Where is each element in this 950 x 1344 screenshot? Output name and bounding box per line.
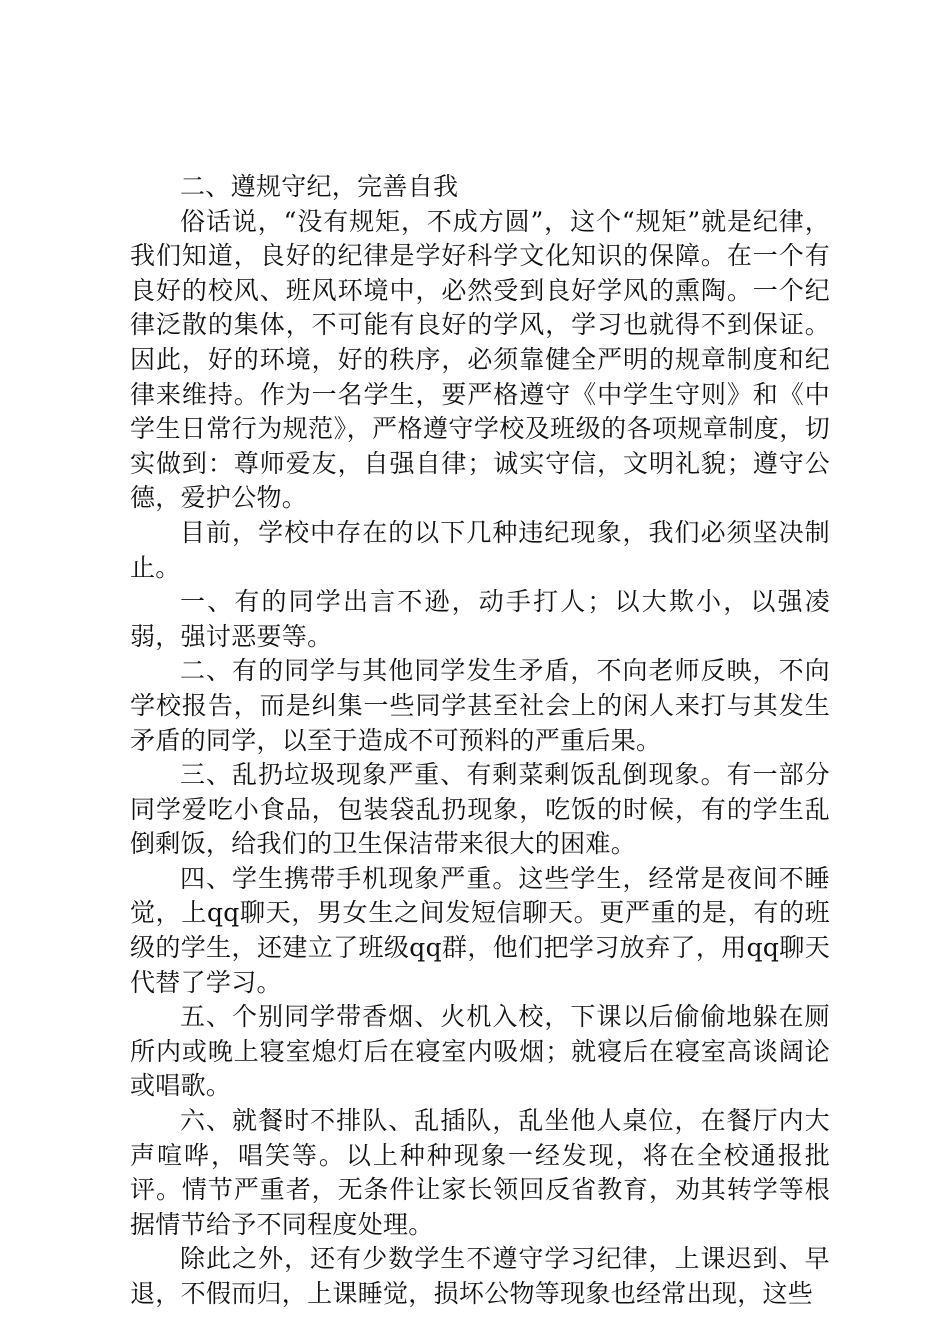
paragraph-item-1: 一、有的同学出言不逊，动手打人；以大欺小，以强凌弱，强讨恶要等。	[130, 587, 830, 651]
paragraph-additional: 除此之外，还有少数学生不遵守学习纪律，上课迟到、早退，不假而归，上课睡觉，损坏公物等现象也经常出现，这些	[130, 1244, 830, 1308]
document-page	[130, 170, 830, 1312]
paragraph-item-6: 六、就餐时不排队、乱插队，乱坐他人桌位，在餐厅内大声喧哗，唱笑等。以上种种现象一经发现，将在全校通报批评。情节严重者，无条件让家长领回反省教育，劝其转学等根据情节给予不同程度处理。	[130, 1106, 830, 1239]
paragraph-item-2: 二、有的同学与其他同学发生矛盾，不向老师反映，不向学校报告，而是纠集一些同学甚至社会上的闲人来打与其发生矛盾的同学，以至于造成不可预料的严重后果。	[130, 656, 830, 755]
paragraph-discipline-intro: 俗话说，“没有规矩，不成方圆”，这个“规矩”就是纪律，我们知道，良好的纪律是学好科学文化知识的保障。在一个有良好的校风、班风环境中，必然受到良好学风的熏陶。一个纪律泛散的集体，不可能有良好的学风，学习也就得不到保证。因此，好的环境，好的秩序，必须靠健全严明的规章制度和纪律来维持。作为一名学生，要严格遵守《中学生守则》和《中学生日常行为规范》，严格遵守学校及班级的各项规章制度，切实做到：尊师爱友，自强自律；诚实守信，文明礼貌；遵守公德，爱护公物。	[130, 206, 830, 513]
paragraph-item-4: 四、学生携带手机现象严重。这些学生，经常是夜间不睡觉，上qq聊天，男女生之间发短信聊天。更严重的是，有的班级的学生，还建立了班级qq群，他们把学习放弃了，用qq聊天代替了学习。	[130, 863, 830, 997]
paragraph-item-5: 五、个别同学带香烟、火机入校，下课以后偷偷地躲在厕所内或晚上寝室熄灯后在寝室内吸烟；就寝后在寝室高谈阔论或唱歌。	[130, 1002, 830, 1101]
paragraph-item-3: 三、乱扔垃圾现象严重、有剩菜剩饭乱倒现象。有一部分同学爱吃小食品，包装袋乱扔现象，吃饭的时候，有的学生乱倒剩饭，给我们的卫生保洁带来很大的困难。	[130, 760, 830, 859]
paragraph-violations-intro: 目前，学校中存在的以下几种违纪现象，我们必须坚决制止。	[130, 517, 830, 582]
section-heading: 二、遵规守纪，完善自我	[180, 172, 459, 201]
